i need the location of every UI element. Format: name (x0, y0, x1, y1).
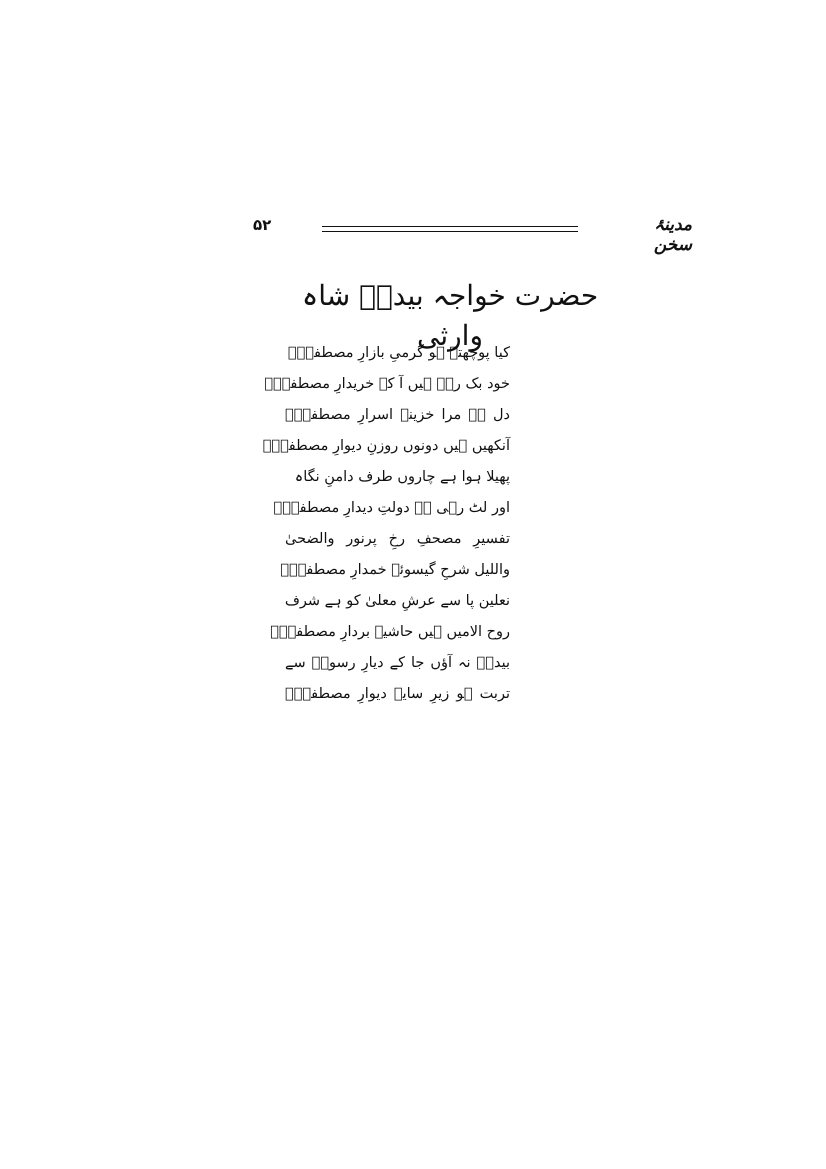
verse-line: بیدمؔ نہ آؤں جا کے دیارِ رسولؐ سے (285, 655, 510, 671)
verse-line: تفسیرِ مصحفِ رخِ پرنور والضحیٰ (285, 531, 510, 547)
verse-line: دل ہے مرا خزینۂ اسرارِ مصطفیٰؐ (285, 407, 510, 423)
verse-line: کیا پوچھتے ہو گرمیِ بازارِ مصطفیٰؐ (287, 345, 510, 361)
verse-line: روح الامیں ہیں حاشیہ بردارِ مصطفیٰؐ (270, 624, 510, 640)
page-number: ۵۲ (253, 216, 272, 234)
verse-line: اور لٹ رہی ہے دولتِ دیدارِ مصطفیٰؐ (273, 500, 510, 516)
verse-line: واللیل شرحِ گیسوئے خمدارِ مصطفیٰؐ (280, 562, 510, 578)
verse-line: خود بک رہے ہیں آ کے خریدارِ مصطفیٰؐ (264, 376, 510, 392)
verse-line: آنکھیں ہیں دونوں روزنِ دیوارِ مصطفیٰؐ (262, 438, 510, 454)
running-head-book-title: مدینۂ سخن (653, 215, 692, 255)
verse-line: تربت ہو زیرِ سایۂ دیوارِ مصطفیٰؐ (285, 686, 510, 702)
header-double-rule (322, 226, 578, 232)
verse-line: پھیلا ہوا ہے چاروں طرف دامنِ نگاہ (294, 469, 510, 485)
poem-title: حضرت خواجہ بیدمؔ شاہ وارثی (301, 279, 599, 352)
verse-line: نعلین پا سے عرشِ معلیٰ کو ہے شرف (284, 593, 510, 609)
poem-verses (262, 338, 510, 710)
